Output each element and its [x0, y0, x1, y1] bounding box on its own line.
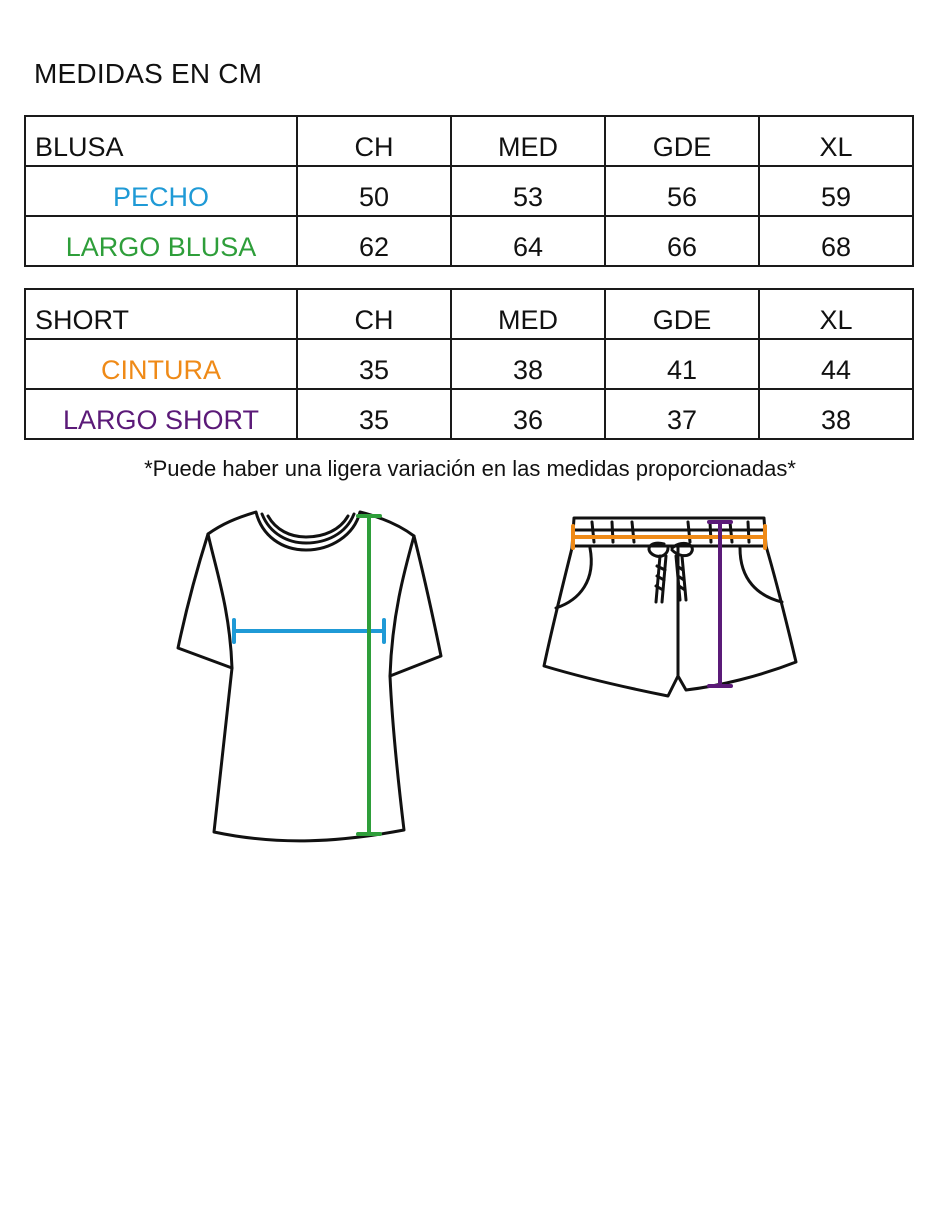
table-cell: 62 — [297, 216, 451, 266]
table-cell: 35 — [297, 389, 451, 439]
table-cell: 37 — [605, 389, 759, 439]
table-header-cell: GDE — [605, 289, 759, 339]
table-cell: 59 — [759, 166, 913, 216]
table-cell: 35 — [297, 339, 451, 389]
table-header-cell: MED — [451, 116, 605, 166]
table-cell: 41 — [605, 339, 759, 389]
table-header-cell: GDE — [605, 116, 759, 166]
table-header-cell: SHORT — [25, 289, 297, 339]
table-header-cell: CH — [297, 289, 451, 339]
table-header-cell: CH — [297, 116, 451, 166]
table-cell: 68 — [759, 216, 913, 266]
measure-label-cintura: CINTURA — [25, 339, 297, 389]
measure-label-pecho: PECHO — [25, 166, 297, 216]
measure-label-largo-short: LARGO SHORT — [25, 389, 297, 439]
table-cell: 36 — [451, 389, 605, 439]
shorts-illustration — [544, 518, 796, 696]
table-cell: 64 — [451, 216, 605, 266]
table-header-cell: BLUSA — [25, 116, 297, 166]
table-cell: 66 — [605, 216, 759, 266]
table-cell: 53 — [451, 166, 605, 216]
table-cell: 38 — [451, 339, 605, 389]
page-title: MEDIDAS EN CM — [34, 58, 263, 89]
variation-note: *Puede haber una ligera variación en las medidas proporcionadas* — [144, 456, 796, 481]
table-header-cell: MED — [451, 289, 605, 339]
table-cell: 56 — [605, 166, 759, 216]
table-cell: 38 — [759, 389, 913, 439]
table-cell: 44 — [759, 339, 913, 389]
measure-label-largo-blusa: LARGO BLUSA — [25, 216, 297, 266]
table-header-cell: XL — [759, 289, 913, 339]
tshirt-illustration — [178, 512, 441, 841]
table-cell: 50 — [297, 166, 451, 216]
table-header-cell: XL — [759, 116, 913, 166]
